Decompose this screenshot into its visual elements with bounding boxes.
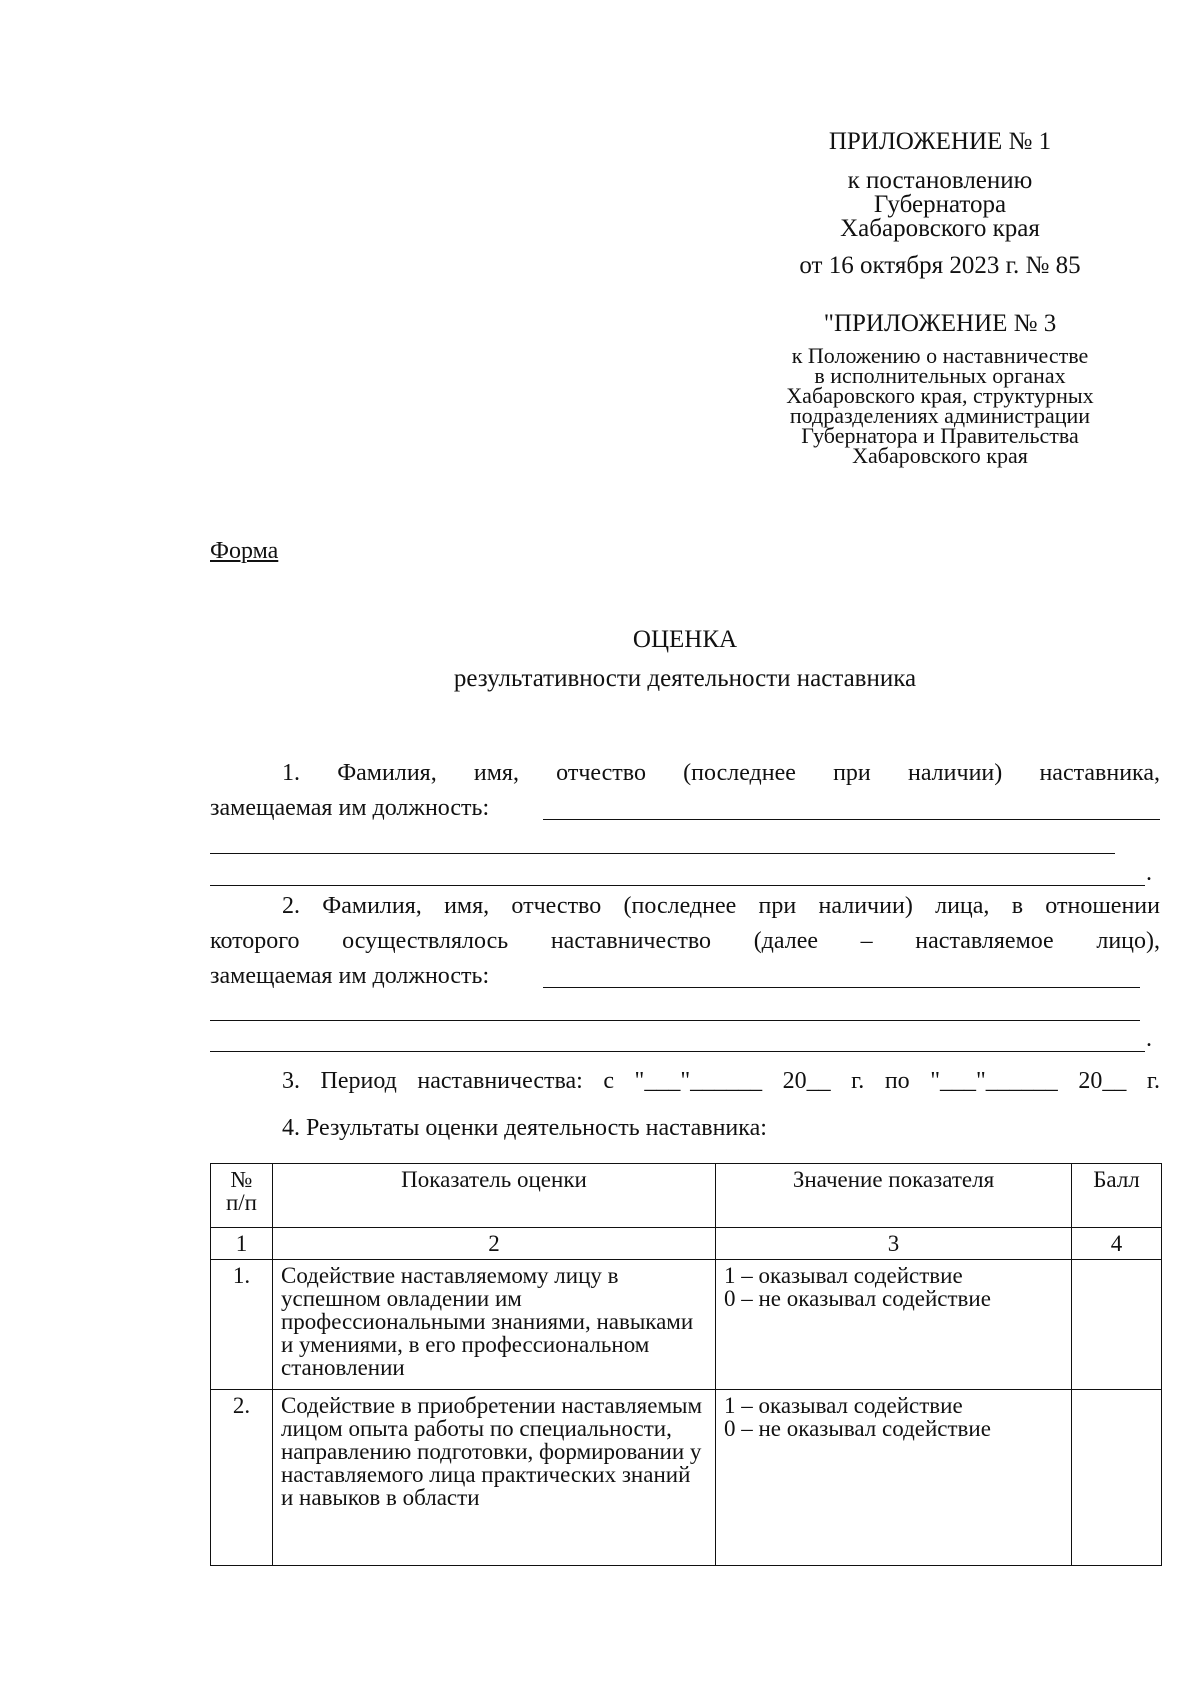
value-option: 0 – не оказывал содействие — [724, 1286, 991, 1311]
row-value — [716, 1260, 1072, 1390]
header-score: Балл — [1072, 1164, 1162, 1228]
value-option: 1 – оказывал содействие — [724, 1263, 963, 1288]
mentoring-period: 3. Период наставничества: с "___"______ 20__ г. по "___"______ 20__ г. — [282, 1068, 1160, 1094]
column-number: 4 — [1072, 1228, 1162, 1260]
row-indicator: Содействие в приобретении наставляемым лицом опыта работы по специальности, направлению подготовки, формировании у наставляемого лица практических знаний и навыков в области — [273, 1390, 716, 1566]
item-1-line-1: 1. Фамилия, имя, отчество (последнее при наличии) наставника, — [282, 760, 1160, 786]
mentee-field-line[interactable] — [210, 1019, 1140, 1021]
evaluation-results-heading: 4. Результаты оценки деятельность наставника: — [282, 1115, 767, 1141]
mentee-field-line[interactable] — [210, 1050, 1145, 1052]
appendix-3-line: подразделениях администрации — [789, 403, 1091, 428]
appendix-3-line: Губернатора и Правительства — [801, 423, 1079, 448]
header-indicator: Показатель оценки — [273, 1164, 716, 1228]
header-num: № п/п — [211, 1164, 273, 1228]
row-score-cell[interactable] — [1072, 1390, 1162, 1566]
appendix-3-line: к Положению о наставничестве — [791, 343, 1089, 368]
appendix-1-title: ПРИЛОЖЕНИЕ № 1 — [828, 128, 1052, 155]
row-value — [716, 1390, 1072, 1566]
appendix-3-line: Хабаровского края, структурных — [786, 383, 1094, 408]
header-value: Значение показателя — [716, 1164, 1072, 1228]
mentor-field-line[interactable] — [210, 884, 1145, 886]
table-numbering-row — [211, 1228, 1162, 1260]
document-title: ОЦЕНКА — [632, 626, 738, 653]
appendix-3-title: "ПРИЛОЖЕНИЕ № 3 — [823, 310, 1057, 337]
mentor-field-line[interactable] — [210, 852, 1115, 854]
table-header-row — [211, 1164, 1162, 1228]
value-option: 1 – оказывал содействие — [724, 1393, 963, 1418]
mentor-position-field[interactable] — [543, 818, 1160, 820]
to-resolution-line: к постановлению — [847, 167, 1033, 194]
column-number: 2 — [273, 1228, 716, 1260]
row-indicator: Содействие наставляемому лицу в успешном овладении им профессиональными знаниями, навыками и умениями, в его профессиональном становлении — [273, 1260, 716, 1390]
item-2-line-2: которого осуществлялось наставничество (далее – наставляемое лицо), — [210, 928, 1160, 954]
row-score-cell[interactable] — [1072, 1260, 1162, 1390]
item-2-line-3: замещаемая им должность: — [210, 963, 490, 989]
governor-line: Губернатора — [873, 191, 1007, 218]
value-option: 0 – не оказывал содействие — [724, 1416, 991, 1441]
item-2-line-1: 2. Фамилия, имя, отчество (последнее при наличии) лица, в отношении — [282, 893, 1160, 919]
row-number: 1. — [211, 1260, 273, 1390]
form-label: Форма — [210, 538, 279, 564]
column-number: 3 — [716, 1228, 1072, 1260]
period-mark: . — [1146, 860, 1152, 886]
appendix-3-line: в исполнительных органах — [814, 363, 1066, 388]
appendix-3-line: Хабаровского края — [852, 443, 1028, 468]
row-number: 2. — [211, 1390, 273, 1566]
document-subtitle: результативности деятельности наставника — [453, 665, 917, 692]
region-line: Хабаровского края — [840, 215, 1040, 242]
item-1-line-2: замещаемая им должность: — [210, 795, 490, 821]
column-number: 1 — [211, 1228, 273, 1260]
mentee-position-field[interactable] — [543, 986, 1140, 988]
table-row — [211, 1260, 1162, 1390]
table-row — [211, 1390, 1162, 1566]
period-mark: . — [1146, 1026, 1152, 1052]
resolution-date: от 16 октября 2023 г. № 85 — [799, 252, 1081, 279]
evaluation-table — [210, 1163, 1162, 1566]
